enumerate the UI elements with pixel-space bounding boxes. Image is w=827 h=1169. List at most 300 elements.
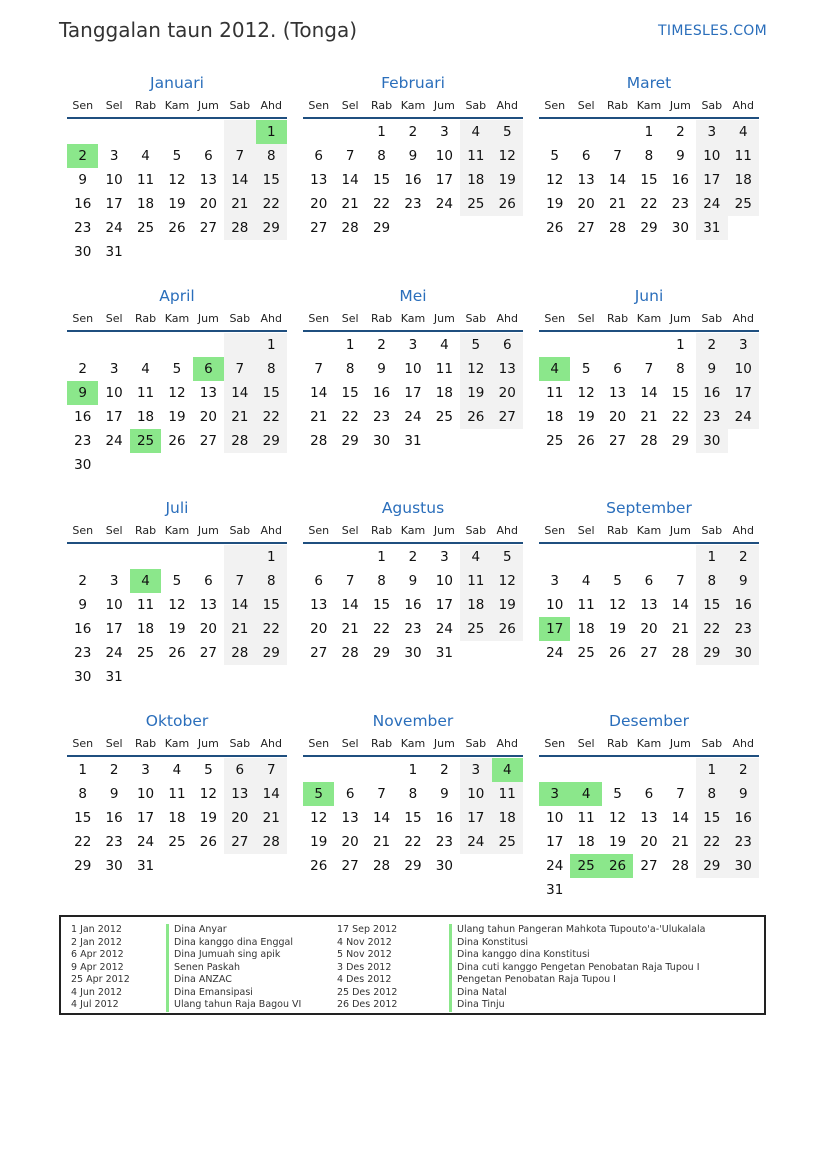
weekday-label: Sab (465, 311, 487, 325)
day-grid (67, 757, 287, 878)
day-cell: 9 (78, 597, 87, 613)
day-cell: 27 (608, 432, 627, 449)
day-cell: 13 (199, 597, 217, 613)
day-cell: 7 (224, 569, 255, 593)
day-cell: 12 (310, 809, 328, 826)
month-mei (303, 286, 523, 499)
day-cell: 3 (728, 333, 759, 357)
day-cell: 16 (74, 196, 92, 212)
day-cell: 17 (460, 806, 491, 830)
weekday-label: Rab (606, 311, 629, 325)
day-cell: 24 (460, 830, 491, 854)
month-april (67, 286, 287, 499)
day-cell: 12 (168, 597, 186, 613)
weekday-label: Jum (197, 99, 219, 112)
weekday-label: Ahd (732, 736, 754, 750)
day-cell: 11 (136, 384, 155, 401)
weekday-label: Ahd (732, 524, 754, 537)
day-cell: 11 (136, 597, 155, 613)
weekday-label: Rab (134, 736, 157, 750)
day-cell: 13 (224, 782, 255, 806)
day-cell: 16 (74, 408, 92, 425)
weekday-header (303, 95, 523, 119)
day-cell: 25 (492, 830, 523, 854)
day-cell: 18 (577, 833, 595, 850)
day-cell: 9 (78, 172, 87, 188)
day-cell: 2 (676, 124, 685, 140)
day-cell: 29 (74, 857, 92, 874)
empty-cell (665, 758, 696, 782)
legend-dates-left (71, 924, 130, 1012)
day-cell: 8 (676, 360, 685, 377)
day-cell: 1 (377, 549, 386, 565)
month-title: April (159, 286, 195, 305)
empty-cell (602, 120, 633, 144)
day-cell: 24 (728, 405, 759, 429)
holiday-day-cell: 3 (539, 782, 570, 806)
day-cell: 8 (644, 148, 654, 164)
month-juli (67, 498, 287, 711)
day-cell: 17 (105, 196, 123, 212)
weekday-label: Rab (606, 99, 629, 112)
month-title: Januari (150, 74, 204, 92)
empty-cell (334, 758, 365, 782)
day-cell: 24 (105, 432, 123, 449)
weekday-label: Kam (400, 99, 426, 112)
day-cell: 9 (728, 782, 759, 806)
day-cell: 20 (640, 621, 658, 637)
day-cell: 10 (105, 172, 123, 188)
day-cell: 12 (577, 384, 595, 401)
day-cell: 2 (78, 573, 87, 589)
day-cell: 24 (105, 220, 123, 236)
month-title: Desember (609, 711, 689, 730)
day-cell: 22 (256, 405, 287, 429)
day-cell: 19 (577, 408, 595, 425)
day-cell: 16 (404, 597, 422, 613)
day-cell: 18 (136, 196, 155, 212)
day-cell: 3 (550, 573, 559, 589)
empty-cell (67, 120, 98, 144)
day-cell: 23 (404, 196, 422, 212)
day-cell: 30 (404, 645, 422, 661)
brand-link[interactable]: TIMESLES.COM (658, 23, 767, 39)
day-cell: 15 (404, 809, 422, 826)
day-cell: 4 (172, 761, 182, 778)
weekday-label: Sab (701, 524, 723, 537)
weekday-label: Kam (164, 524, 190, 537)
legend-dates-right (337, 924, 397, 1012)
day-cell: 23 (105, 833, 123, 850)
legend-holiday-name: Pengetan Penobatan Raja Tupou I (449, 974, 705, 987)
month-title: November (372, 711, 454, 730)
day-cell: 26 (577, 432, 595, 449)
day-cell: 3 (440, 124, 449, 140)
day-cell: 25 (577, 645, 595, 661)
day-cell: 10 (404, 360, 422, 377)
day-cell: 22 (74, 833, 92, 850)
day-cell: 9 (440, 785, 449, 802)
day-cell: 6 (314, 148, 323, 164)
empty-cell (130, 333, 161, 357)
day-cell: 10 (136, 785, 155, 802)
legend-names-right (449, 924, 705, 1012)
day-cell: 30 (372, 432, 391, 449)
day-cell: 11 (460, 569, 491, 593)
day-cell: 13 (310, 172, 328, 188)
weekday-label: Sab (229, 736, 251, 750)
weekday-label: Sen (308, 524, 330, 537)
empty-cell (602, 333, 633, 357)
day-cell: 19 (310, 833, 328, 850)
holiday-legend (59, 915, 766, 1015)
day-cell: 5 (460, 333, 491, 357)
weekday-header (303, 520, 523, 544)
day-cell: 15 (256, 593, 287, 617)
weekday-label: Kam (164, 99, 190, 112)
day-cell: 12 (608, 809, 627, 826)
day-grid (67, 119, 287, 264)
day-cell: 19 (460, 381, 491, 405)
weekday-label: Jum (669, 99, 691, 112)
empty-cell (303, 545, 334, 569)
day-cell: 21 (224, 405, 255, 429)
day-cell: 6 (204, 148, 213, 164)
day-cell: 23 (74, 432, 92, 449)
day-cell: 30 (74, 669, 92, 685)
empty-cell (161, 545, 192, 569)
day-cell: 26 (168, 220, 186, 236)
weekday-label: Rab (370, 524, 393, 537)
day-cell: 27 (341, 857, 359, 874)
day-cell: 14 (310, 384, 328, 401)
day-cell: 14 (341, 172, 359, 188)
day-cell: 31 (435, 645, 453, 661)
day-cell: 22 (372, 621, 391, 637)
empty-cell (161, 120, 192, 144)
weekday-label: Sel (577, 736, 595, 750)
empty-cell (130, 545, 161, 569)
day-cell: 8 (377, 148, 386, 164)
empty-cell (539, 333, 570, 357)
legend-date: 26 Des 2012 (337, 999, 398, 1010)
day-cell: 24 (435, 621, 453, 637)
weekday-label: Sel (341, 99, 359, 112)
day-cell: 22 (696, 830, 727, 854)
day-cell: 19 (168, 621, 186, 637)
weekday-label: Jum (433, 524, 455, 537)
empty-cell (67, 545, 98, 569)
weekday-label: Sab (229, 99, 251, 112)
day-cell: 5 (492, 120, 523, 144)
weekday-label: Jum (197, 736, 219, 750)
day-cell: 30 (105, 857, 123, 874)
day-cell: 6 (224, 758, 255, 782)
day-cell: 7 (345, 573, 355, 589)
day-cell: 26 (460, 405, 491, 429)
legend-holiday-name: Dina Jumuah sing apik (166, 949, 301, 962)
day-cell: 8 (408, 785, 418, 802)
day-cell: 10 (435, 148, 453, 164)
empty-cell (224, 333, 255, 357)
empty-cell (539, 758, 570, 782)
empty-cell (98, 333, 129, 357)
day-cell: 14 (224, 381, 255, 405)
day-cell: 2 (109, 761, 119, 778)
legend-holiday-name: Dina Anyar (166, 924, 301, 937)
month-title: Juli (165, 499, 189, 517)
day-cell: 5 (613, 573, 622, 589)
month-title: Agustus (381, 499, 445, 517)
weekday-label: Jum (433, 99, 455, 112)
day-cell: 9 (728, 569, 759, 593)
day-cell: 2 (408, 124, 418, 140)
day-grid (539, 119, 759, 240)
day-cell: 28 (640, 432, 658, 449)
day-cell: 14 (372, 809, 391, 826)
day-cell: 7 (224, 357, 255, 381)
day-cell: 9 (109, 785, 119, 802)
legend-holiday-name: Dina Emansipasi (166, 987, 301, 1000)
day-cell: 2 (728, 545, 759, 569)
weekday-label: Rab (606, 524, 629, 537)
day-cell: 11 (577, 597, 595, 613)
day-cell: 31 (105, 669, 123, 685)
weekday-label: Sel (341, 736, 359, 750)
legend-date: 25 Apr 2012 (71, 974, 130, 985)
legend-date: 9 Apr 2012 (71, 961, 124, 973)
day-cell: 25 (168, 833, 186, 850)
day-cell: 25 (460, 617, 491, 641)
day-cell: 16 (728, 806, 759, 830)
weekday-label: Ahd (260, 99, 282, 112)
day-cell: 6 (345, 785, 355, 802)
day-cell: 15 (640, 172, 658, 188)
weekday-label: Ahd (732, 311, 754, 325)
month-november (303, 711, 523, 924)
day-cell: 17 (728, 381, 759, 405)
empty-cell (570, 758, 601, 782)
weekday-label: Sen (544, 524, 566, 537)
day-cell: 7 (256, 758, 287, 782)
day-cell: 5 (172, 573, 182, 589)
day-cell: 13 (640, 597, 658, 613)
holiday-day-cell: 25 (570, 854, 601, 878)
day-cell: 5 (172, 360, 182, 377)
day-grid (303, 757, 523, 878)
day-cell: 28 (224, 641, 255, 665)
weekday-label: Jum (669, 311, 691, 325)
day-cell: 14 (671, 597, 689, 613)
day-cell: 21 (310, 408, 328, 425)
weekday-label: Sel (577, 99, 595, 112)
day-cell: 5 (204, 761, 213, 778)
day-cell: 25 (728, 192, 759, 216)
day-cell: 21 (341, 621, 359, 637)
day-cell: 7 (644, 360, 654, 377)
day-cell: 20 (640, 833, 658, 850)
holiday-day-cell: 4 (130, 569, 161, 593)
empty-cell (303, 333, 334, 357)
day-cell: 20 (310, 621, 328, 637)
day-cell: 26 (168, 432, 186, 449)
empty-cell (193, 120, 224, 144)
day-cell: 14 (256, 782, 287, 806)
weekday-header (539, 733, 759, 757)
day-cell: 28 (341, 220, 359, 236)
legend-names-left (166, 924, 301, 1012)
legend-date: 4 Nov 2012 (337, 936, 392, 948)
empty-cell (98, 120, 129, 144)
day-cell: 30 (74, 456, 92, 473)
day-cell: 22 (341, 408, 359, 425)
day-cell: 1 (256, 545, 287, 569)
weekday-label: Rab (134, 99, 157, 112)
weekday-label: Ahd (260, 524, 282, 537)
day-cell: 4 (581, 573, 591, 589)
day-cell: 10 (435, 573, 453, 589)
empty-cell (633, 333, 664, 357)
day-cell: 12 (168, 172, 186, 188)
weekday-label: Rab (370, 736, 393, 750)
day-cell: 25 (546, 432, 564, 449)
day-cell: 23 (728, 830, 759, 854)
day-cell: 18 (728, 168, 759, 192)
legend-date: 2 Jan 2012 (71, 936, 122, 948)
day-cell: 25 (136, 220, 155, 236)
weekday-label: Kam (164, 736, 190, 750)
day-cell: 22 (256, 617, 287, 641)
holiday-day-cell: 5 (303, 782, 334, 806)
month-januari (67, 73, 287, 286)
weekday-label: Kam (636, 736, 662, 750)
day-cell: 3 (440, 549, 449, 565)
day-cell: 20 (199, 196, 217, 212)
day-cell: 30 (728, 854, 759, 878)
day-cell: 31 (404, 432, 422, 449)
day-cell: 4 (440, 336, 449, 353)
weekday-label: Sab (701, 311, 723, 325)
empty-cell (67, 333, 98, 357)
weekday-label: Ahd (496, 524, 518, 537)
day-cell: 24 (546, 645, 564, 661)
day-cell: 22 (256, 192, 287, 216)
weekday-label: Ahd (260, 311, 282, 325)
day-cell: 3 (696, 120, 727, 144)
day-cell: 9 (377, 360, 386, 377)
holiday-day-cell: 4 (492, 758, 523, 782)
day-cell: 29 (671, 432, 689, 449)
day-cell: 28 (341, 645, 359, 661)
day-cell: 17 (105, 408, 123, 425)
legend-date: 6 Apr 2012 (71, 949, 124, 960)
weekday-header (67, 520, 287, 544)
day-cell: 18 (577, 621, 595, 637)
holiday-day-cell: 4 (539, 357, 570, 381)
day-cell: 4 (141, 148, 150, 164)
day-cell: 8 (377, 573, 386, 589)
day-cell: 31 (696, 216, 727, 240)
day-cell: 27 (640, 857, 658, 874)
holiday-day-cell: 26 (602, 854, 633, 878)
weekday-header (303, 308, 523, 332)
weekday-header (539, 520, 759, 544)
day-cell: 23 (74, 220, 92, 236)
empty-cell (633, 545, 664, 569)
day-cell: 25 (435, 408, 453, 425)
day-cell: 7 (345, 148, 355, 164)
day-cell: 14 (341, 597, 359, 613)
day-cell: 20 (608, 408, 627, 425)
legend-date: 3 Des 2012 (337, 961, 392, 973)
day-cell: 1 (256, 333, 287, 357)
day-cell: 13 (608, 384, 627, 401)
day-cell: 29 (404, 857, 422, 874)
weekday-label: Sen (308, 311, 330, 325)
day-cell: 20 (224, 806, 255, 830)
weekday-label: Kam (636, 99, 662, 112)
day-cell: 27 (224, 830, 255, 854)
day-cell: 26 (492, 617, 523, 641)
day-cell: 31 (136, 857, 155, 874)
weekday-header (539, 308, 759, 332)
day-cell: 17 (105, 621, 123, 637)
weekday-label: Sel (341, 311, 359, 325)
day-cell: 29 (640, 220, 658, 236)
day-cell: 24 (136, 833, 155, 850)
day-cell: 28 (310, 432, 328, 449)
day-cell: 12 (199, 785, 217, 802)
empty-cell (334, 120, 365, 144)
day-cell: 16 (696, 381, 727, 405)
weekday-header (67, 95, 287, 119)
day-cell: 31 (546, 881, 564, 898)
day-cell: 13 (199, 384, 217, 401)
day-grid (303, 332, 523, 453)
weekday-label: Sen (308, 736, 330, 750)
day-cell: 6 (644, 573, 654, 589)
legend-holiday-name: Dina cuti kanggo Pengetan Penobatan Raja Tupou I (449, 962, 705, 975)
day-cell: 18 (435, 384, 453, 401)
empty-cell (224, 120, 255, 144)
weekday-label: Rab (134, 524, 157, 537)
empty-cell (193, 333, 224, 357)
day-cell: 11 (435, 360, 453, 377)
weekday-label: Rab (370, 99, 393, 112)
day-cell: 8 (696, 569, 727, 593)
day-cell: 29 (256, 216, 287, 240)
day-cell: 16 (728, 593, 759, 617)
day-cell: 20 (199, 621, 217, 637)
weekday-label: Sen (72, 524, 94, 537)
weekday-label: Jum (197, 524, 219, 537)
weekday-label: Kam (636, 524, 662, 537)
day-cell: 7 (676, 785, 685, 802)
day-cell: 23 (435, 833, 453, 850)
empty-cell (665, 545, 696, 569)
day-cell: 16 (74, 621, 92, 637)
day-cell: 22 (640, 196, 658, 212)
day-cell: 26 (608, 645, 627, 661)
weekday-label: Ahd (496, 99, 518, 112)
day-cell: 8 (256, 357, 287, 381)
day-cell: 1 (78, 761, 87, 778)
day-cell: 11 (546, 384, 564, 401)
day-cell: 26 (546, 220, 564, 236)
day-cell: 29 (696, 641, 727, 665)
day-cell: 13 (310, 597, 328, 613)
day-cell: 10 (546, 809, 564, 826)
